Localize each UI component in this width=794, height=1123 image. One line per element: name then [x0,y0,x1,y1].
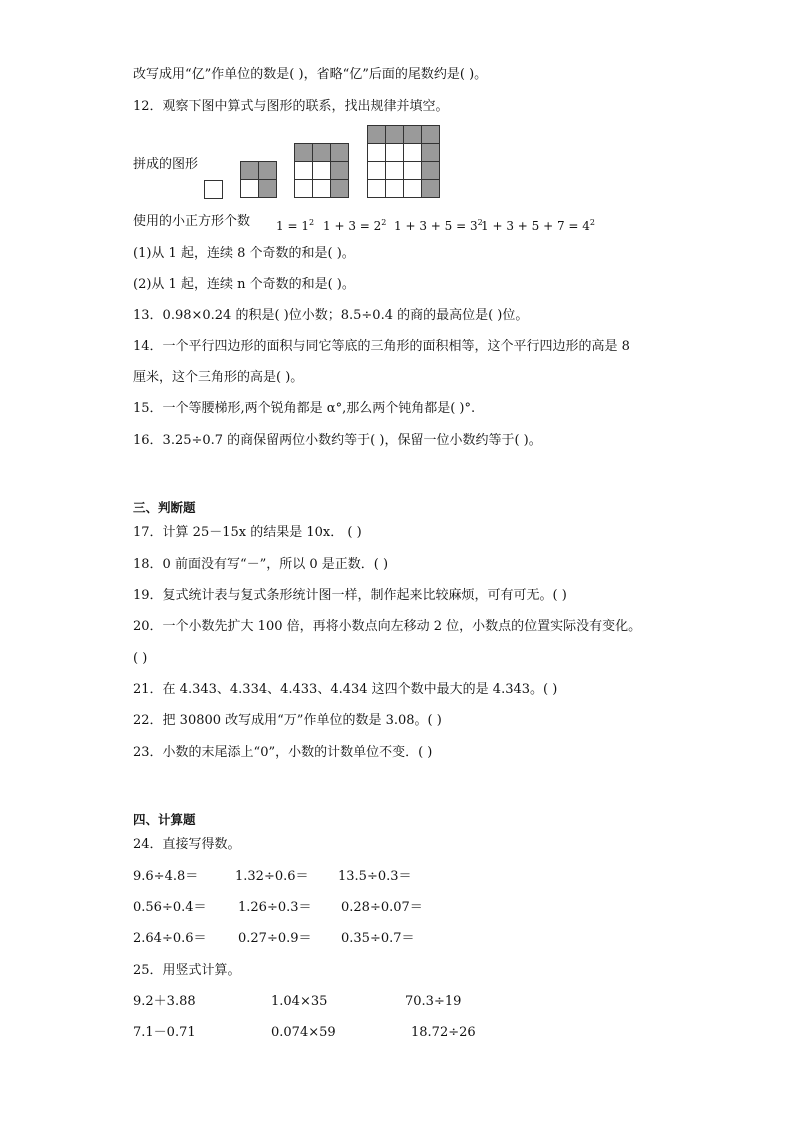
question-24: 24．直接写得数。 [133,837,241,852]
equation-1: $1 = 1^2$ [276,218,315,233]
question-12-part-2: (2)从 1 起，连续 n 个奇数的和是( )。 [133,277,355,292]
section-3-heading: 三、判断题 [133,500,196,515]
vertical-calc-item: 9.2＋3.88 [133,994,196,1009]
square-figure-3 [294,143,349,198]
question-18: 18．0 前面没有写“－”，所以 0 是正数．( ) [133,557,389,572]
oral-calc-item: 9.6÷4.8＝ [133,869,199,884]
question-12-part-1: (1)从 1 起，连续 8 个奇数的和是( )。 [133,246,355,261]
oral-calc-item: 0.35÷0.7＝ [341,931,415,946]
vertical-calc-item: 7.1－0.71 [133,1025,196,1040]
equation-4: $1 + 3 + 5 + 7 = 4^2$ [481,218,596,233]
question-19: 19．复式统计表与复式条形统计图一样，制作起来比较麻烦，可有可无。( ) [133,588,567,603]
question-22: 22．把 30800 改写成用“万”作单位的数是 3.08。( ) [133,713,442,728]
count-row-label: 使用的小正方形个数 [133,214,251,229]
question-21: 21．在 4.343、4.334、4.433、4.434 这四个数中最大的是 4.343。( ) [133,682,558,697]
oral-calc-item: 13.5÷0.3＝ [338,869,412,884]
oral-calc-item: 1.26÷0.3＝ [238,900,312,915]
vertical-calc-item: 18.72÷26 [411,1025,476,1040]
question-20-line-1: 20．一个小数先扩大 100 倍，再将小数点向左移动 2 位，小数点的位置实际没有变化。 [133,619,642,634]
square-figure-4 [367,125,440,198]
square-figure-2 [240,161,277,198]
oral-calc-item: 0.27÷0.9＝ [238,931,312,946]
question-11-line: 改写成用“亿”作单位的数是( )，省略“亿”后面的尾数约是( )。 [133,67,488,82]
oral-calc-item: 0.28÷0.07＝ [341,900,423,915]
question-17: 17．计算 25－15x 的结果是 10x． ( ) [133,525,362,540]
vertical-calc-item: 0.074×59 [271,1025,336,1040]
section-4-heading: 四、计算题 [133,812,196,827]
oral-calc-item: 1.32÷0.6＝ [235,869,309,884]
question-20-line-2: ( ) [133,651,148,666]
vertical-calc-item: 70.3÷19 [405,994,462,1009]
question-13: 13．0.98×0.24 的积是( )位小数；8.5÷0.4 的商的最高位是( )位。 [133,308,529,323]
question-14-line-1: 14．一个平行四边形的面积与同它等底的三角形的面积相等，这个平行四边形的高是 8 [133,339,630,354]
oral-calc-item: 0.56÷0.4＝ [133,900,207,915]
question-12: 12．观察下图中算式与图形的联系，找出规律并填空。 [133,99,449,114]
equation-3: $1 + 3 + 5 = 3^2$ [394,218,483,233]
question-14-line-2: 厘米，这个三角形的高是( )。 [133,370,304,385]
vertical-calc-item: 1.04×35 [271,994,328,1009]
question-23: 23．小数的末尾添上“0”，小数的计数单位不变．( ) [133,745,433,760]
equation-2: $1 + 3 = 2^2$ [323,218,387,233]
shape-row-label: 拼成的图形 [133,157,199,172]
square-figure-1 [204,180,223,199]
question-16: 16．3.25÷0.7 的商保留两位小数约等于( )，保留一位小数约等于( )。 [133,433,542,448]
oral-calc-item: 2.64÷0.6＝ [133,931,207,946]
question-25: 25．用竖式计算。 [133,963,241,978]
question-15: 15．一个等腰梯形,两个锐角都是 α°,那么两个钝角都是( )°. [133,401,476,416]
